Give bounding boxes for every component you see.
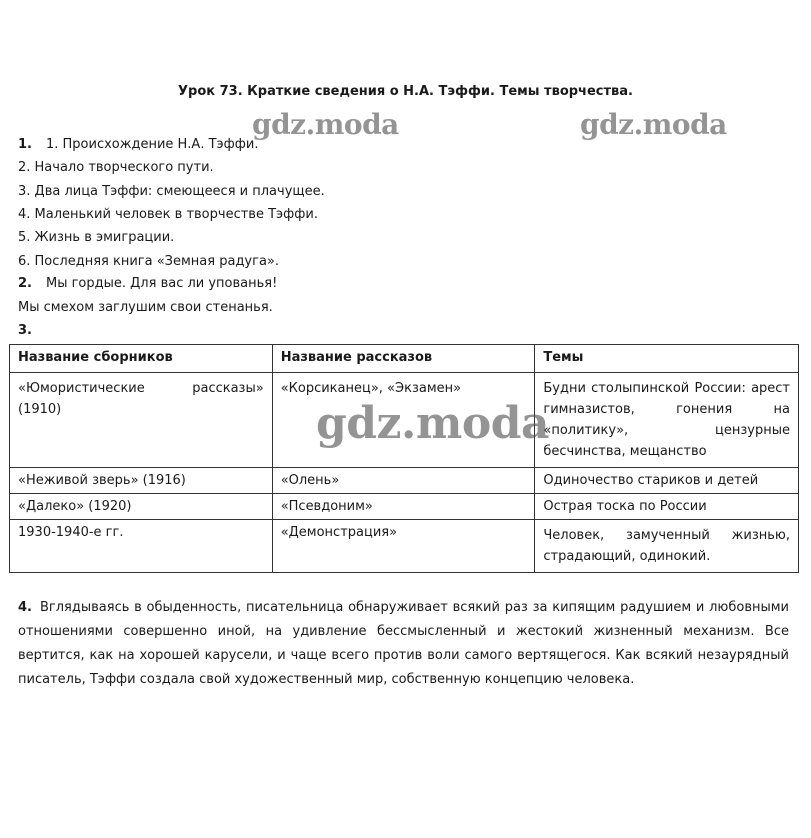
table-header-row [10, 345, 799, 373]
task2-line-1 [18, 276, 277, 291]
task1-item-1 [18, 137, 258, 152]
task1-item-3: 3. Два лица Тэффи: смеющееся и плачущее. [18, 184, 325, 199]
lesson-title: Урок 73. Краткие сведения о Н.А. Тэффи. Темы творчества. [178, 84, 633, 99]
table-row [10, 468, 799, 494]
header-themes: Темы [535, 345, 799, 373]
table-row [10, 494, 799, 520]
task1-item-6: 6. Последняя книга «Земная радуга». [18, 254, 280, 269]
stories-cell: «Корсиканец», «Экзамен» [272, 373, 535, 468]
task1-item-5: 5. Жизнь в эмиграции. [18, 230, 175, 245]
task4-paragraph [18, 596, 789, 692]
collection-cell: «Далеко» (1920) [10, 494, 273, 520]
task2-line-2: Мы смехом заглушим свои стенанья. [18, 300, 273, 315]
watermark-logo: gdz.moda [580, 108, 727, 141]
task1-item-text: 1. Происхождение Н.А. Тэффи. [45, 137, 259, 152]
stories-cell: «Олень» [272, 468, 535, 494]
stories-cell: «Демонстрация» [272, 520, 535, 573]
task1-item-2: 2. Начало творческого пути. [18, 160, 214, 175]
header-stories: Название рассказов [272, 345, 535, 373]
themes-cell: Человек, замученный жизнью, страдающий, одинокий. [535, 520, 799, 573]
task4-number: 4. [18, 600, 32, 615]
collection-line-1: «Юмористические рассказы» [18, 381, 264, 396]
collection-cell: «Неживой зверь» (1916) [10, 468, 273, 494]
themes-cell: Будни столыпинской России: арест гимназистов, гонения на «политику», цензурные бесчинства, мещанство [535, 373, 799, 468]
task4-text: Вглядываясь в обыденность, писательница обнаруживает всякий раз за кипящим радушием и любовными отношениями совершенно иной, на удивление бессмысленный и жестокий жизненный механизм. Все вертится, как на хорошей карусели, и чаще всего против воли самого вертящегося. Как всякий незаурядный писатель, Тэффи создала свой художественный мир, собственную концепцию человека. [18, 600, 789, 687]
collection-cell: 1930-1940-е гг. [10, 520, 273, 573]
header-collections: Название сборников [10, 345, 273, 373]
watermark-logo: gdz.moda [252, 108, 399, 141]
topics-table [9, 344, 799, 573]
task1-item-4: 4. Маленький человек в творчестве Тэффи. [18, 207, 318, 222]
task1-number: 1. [18, 137, 32, 152]
collection-line-2: (1910) [18, 402, 62, 417]
stories-cell: «Псевдоним» [272, 494, 535, 520]
table-row [10, 520, 799, 573]
collection-cell [10, 373, 273, 468]
themes-cell: Одиночество стариков и детей [535, 468, 799, 494]
themes-cell: Острая тоска по России [535, 494, 799, 520]
task2-number: 2. [18, 276, 32, 291]
task2-line1-text: Мы гордые. Для вас ли упованья! [45, 276, 278, 291]
watermark-logo: gdz.moda [316, 398, 550, 449]
task3-number: 3. [18, 323, 32, 338]
